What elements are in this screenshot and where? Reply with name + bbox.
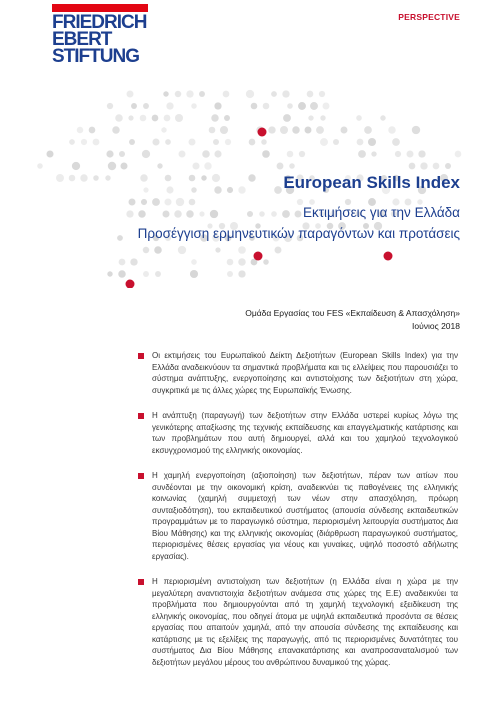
map-dot — [289, 163, 294, 168]
map-dot — [152, 115, 159, 122]
map-dot — [420, 162, 427, 169]
map-dot — [271, 91, 277, 97]
map-dot — [249, 139, 256, 146]
map-dot — [46, 150, 53, 157]
map-dot — [406, 150, 413, 157]
map-dot — [251, 103, 258, 110]
map-dot — [192, 162, 199, 169]
map-dot — [138, 210, 145, 217]
map-dot — [163, 91, 168, 96]
logo-line-1: FRIEDRICH — [52, 12, 147, 33]
map-dot — [215, 247, 220, 252]
map-dot — [140, 174, 148, 182]
map-dot — [214, 150, 221, 157]
map-dot — [308, 115, 313, 120]
map-dot — [178, 150, 185, 157]
map-dot — [238, 258, 246, 266]
map-dot — [188, 138, 195, 145]
map-dot — [93, 175, 99, 181]
map-dot — [157, 163, 162, 168]
map-dot — [176, 198, 184, 206]
map-dot — [77, 127, 84, 134]
map-dot — [392, 138, 400, 146]
map-dot — [201, 175, 206, 180]
map-dot — [80, 174, 87, 181]
document-title: European Skills Index — [283, 173, 460, 192]
map-dot — [220, 126, 228, 134]
map-dot — [238, 246, 246, 254]
map-dot — [409, 163, 416, 170]
map-dot — [164, 115, 171, 122]
key-point — [138, 410, 458, 456]
map-dot — [307, 91, 314, 98]
map-dot — [166, 102, 173, 109]
map-dot — [320, 115, 325, 120]
map-dot — [161, 127, 166, 132]
map-dot — [368, 138, 376, 146]
map-dot — [191, 259, 197, 265]
map-dot — [246, 90, 254, 98]
map-dot — [247, 211, 253, 217]
map-dot — [143, 187, 148, 192]
key-point-text: Η χαμηλή ενεργοποίηση (αξιοποίηση) των δεξιοτήτων, πέραν των αιτίων που συνδέονται με την οικονομική κρίση, αναδεικνύει τις παθογένειες της ελληνικής κοινωνίας (χαμηλή συμμετοχή των νέων στην απασχόληση, πρόωρη συνταξιοδότηση), του εκπαιδευτικού συστήματος (απουσία σύνδεσης εκπαιδευτικών προγραμμάτων με το παραγωγικό σύστημα, περιορισμένη λειτουργία συστήματος Δια Βίου Μάθησης) και της ελληνικής οικονομίας (διάρθρωση παραγωγικού συστήματος, περιορισμένες θέσεις εργασίας για νέους και γυναίκες, υψηλό ποσοστό αδήλωτης εργασίας). — [152, 471, 458, 561]
map-dot — [165, 175, 172, 182]
bullet-square-icon — [138, 473, 144, 479]
map-dot — [227, 187, 233, 193]
map-dot — [371, 151, 376, 156]
map-dot — [263, 259, 269, 265]
map-dot — [143, 271, 149, 277]
map-dot — [142, 150, 150, 158]
logo-line-2: EBERT — [52, 29, 112, 50]
key-point — [138, 350, 458, 396]
map-dot — [175, 91, 182, 98]
bullet-square-icon — [138, 579, 144, 585]
map-dot — [165, 139, 171, 145]
map-dot — [69, 175, 76, 182]
map-dot — [412, 126, 420, 134]
map-dot — [128, 115, 133, 120]
map-dot — [162, 210, 169, 217]
map-dot — [126, 210, 133, 217]
map-dot — [129, 139, 135, 145]
map-dot — [238, 270, 245, 277]
map-dot — [277, 163, 284, 170]
map-dot — [186, 210, 194, 218]
map-dot — [298, 102, 306, 110]
map-highlight-dot — [254, 252, 263, 261]
map-dot — [262, 150, 270, 158]
map-dot — [395, 151, 401, 157]
series-label: PERSPECTIVE — [398, 12, 460, 22]
map-dot — [140, 115, 147, 122]
map-dot — [263, 103, 270, 110]
map-dot — [204, 162, 211, 169]
map-dot — [211, 114, 218, 121]
map-dot — [380, 115, 385, 120]
document-subtitle-1: Εκτιμήσεις για την Ελλάδα — [302, 205, 460, 220]
map-dot — [152, 198, 160, 206]
map-dot — [213, 139, 219, 145]
map-dot — [189, 199, 196, 206]
map-dot — [190, 270, 198, 278]
map-dot — [164, 198, 171, 205]
map-dot — [130, 258, 137, 265]
map-dot — [295, 211, 302, 218]
key-point — [138, 470, 458, 562]
map-dot — [69, 139, 75, 145]
map-dot — [280, 126, 288, 134]
map-dot — [129, 199, 136, 206]
map-dot — [271, 211, 277, 217]
key-points — [138, 350, 458, 682]
map-dot — [107, 103, 113, 109]
map-dot — [119, 259, 126, 266]
map-dot — [131, 103, 137, 109]
key-point-text: Οι εκτιμήσεις του Ευρωπαϊκού Δείκτη Δεξιοτήτων (European Skills Index) για την Ελλάδα αναδεικνύουν τα σημαντικά προβλήματα και τις ελλείψεις που παρουσιάζει το σύστημα ανάπτυξης, ενεργοποίησης και αντιστοίχισης των δεξιοτήτων στη χώρα, συγκριτικά με τις άλλες χώρες της Ευρωπαϊκής Ένωσης. — [152, 351, 458, 395]
map-dot — [56, 174, 64, 182]
map-dot — [364, 126, 372, 134]
map-dot — [127, 91, 134, 98]
map-dot — [152, 138, 159, 145]
map-dot — [305, 127, 312, 134]
fes-logo — [52, 4, 152, 65]
map-dot — [106, 150, 113, 157]
map-dot — [341, 127, 348, 134]
map-dot — [287, 151, 294, 158]
map-dot — [189, 175, 196, 182]
map-dot — [89, 127, 96, 134]
map-highlight-dot — [126, 280, 135, 289]
map-dot — [112, 126, 119, 133]
map-highlight-dot — [384, 252, 393, 261]
map-dot — [417, 199, 422, 204]
map-dot — [108, 162, 116, 170]
map-dot — [455, 151, 462, 158]
publication-date: Ιούνιος 2018 — [412, 321, 460, 331]
map-dot — [225, 139, 231, 145]
map-highlight-dot — [258, 128, 267, 137]
bullet-square-icon — [138, 413, 144, 419]
map-dot — [166, 186, 173, 193]
logo-red-bar — [52, 4, 148, 12]
map-dot — [287, 103, 293, 109]
map-dot — [433, 163, 440, 170]
map-dot — [224, 115, 230, 121]
map-dot — [210, 210, 218, 218]
map-dot — [119, 151, 125, 157]
map-dot — [445, 163, 451, 169]
map-dot — [199, 211, 204, 216]
key-point-text: Η περιορισμένη αντιστοίχιση των δεξιοτήτων (η Ελλάδα είναι η χώρα με την μεγαλύτερη αναντιστοιχία δεξιοτήτων ανάμεσα στις χώρες της Ε.Ε) αναδεικνύει τα προβλήματα που δημιουργούνται από τη χαμηλή τεχνολογική εξειδίκευση της ελληνικής οικονομίας, που οδηγεί άτομα με υψηλά εκπαιδευτικά προσόντα σε θέσεις εργασίας που απαιτούν χαμηλά, από την απουσία σύνδεσης της εκπαίδευσης και κατάρτισης με τις εξελίξεις της παραγωγής, από τις περιορισμένες δυνατότητες του συστήματος Δια Βίου Μάθησης επανακατάρτισης και αναπροσαναταλισμού των δεξιοτήτων μεγάλου μέρους του ανθρώπινου δυναμικού της χώρας. — [152, 577, 458, 667]
map-dot — [323, 103, 330, 110]
map-dot — [248, 174, 255, 181]
map-dot — [388, 126, 396, 134]
bullet-square-icon — [138, 353, 144, 359]
map-dot — [212, 174, 220, 182]
map-dot — [259, 211, 265, 217]
map-dot — [333, 139, 339, 145]
map-dot — [316, 126, 324, 134]
map-dot — [154, 246, 162, 254]
map-dot — [223, 91, 230, 98]
author-line: Ομάδα Εργασίας του FES «Εκπαίδευση & Απασχόληση» — [245, 308, 460, 318]
map-dot — [214, 102, 221, 109]
map-dot — [356, 115, 362, 121]
map-dot — [72, 162, 80, 170]
map-dot — [202, 150, 210, 158]
map-dot — [358, 150, 366, 158]
map-dot — [319, 91, 325, 97]
map-dot — [418, 150, 425, 157]
map-dot — [320, 138, 328, 146]
map-dot — [292, 126, 299, 133]
map-dot — [178, 246, 186, 254]
map-dot — [209, 127, 216, 134]
map-dot — [118, 270, 126, 278]
map-dot — [37, 163, 43, 169]
map-dot — [238, 186, 245, 193]
map-dot — [120, 162, 127, 169]
map-dot — [143, 103, 149, 109]
map-dot — [227, 271, 233, 277]
map-dot — [81, 139, 87, 145]
logo-text — [52, 14, 152, 65]
map-dot — [191, 103, 196, 108]
map-dot — [191, 187, 196, 192]
key-point-text: Η ανάπτυξη (παραγωγή) των δεξιοτήτων στην Ελλάδα υστερεί κυρίως λόγω της γενικότερης απαξίωσης της τεχνικής εκπαίδευσης και επαγγελματικής κατάρτισης και των προβλημάτων που αυτή δημιουργεί, αλλά και του χαμηλού τεχνολογικού εκσυγχρονισμού της ελληνικής οικονομίας. — [152, 411, 458, 455]
map-dot — [299, 151, 305, 157]
map-dot — [282, 210, 290, 218]
map-dot — [105, 175, 110, 180]
map-dot — [115, 114, 123, 122]
map-dot — [282, 90, 289, 97]
map-dot — [117, 235, 123, 241]
map-dot — [268, 126, 275, 133]
map-dot — [357, 139, 364, 146]
map-dot — [274, 186, 282, 194]
map-dot — [107, 271, 112, 276]
map-dot — [93, 139, 100, 146]
key-point — [138, 576, 458, 668]
map-dot — [199, 91, 205, 97]
map-dot — [174, 210, 182, 218]
logo-line-3: STIFTUNG — [52, 46, 139, 67]
map-dot — [186, 90, 193, 97]
map-dot — [283, 114, 291, 122]
map-dot — [175, 114, 183, 122]
map-dot — [310, 102, 318, 110]
map-dot — [143, 247, 150, 254]
map-dot — [261, 139, 267, 145]
document-subtitle-2: Προσέγγιση ερμηνευτικών παραγόντων και προτάσεις — [137, 226, 460, 241]
map-dot — [227, 259, 234, 266]
map-dot — [214, 186, 221, 193]
map-dot — [141, 199, 147, 205]
map-dot — [155, 271, 161, 277]
map-dot — [275, 247, 282, 254]
